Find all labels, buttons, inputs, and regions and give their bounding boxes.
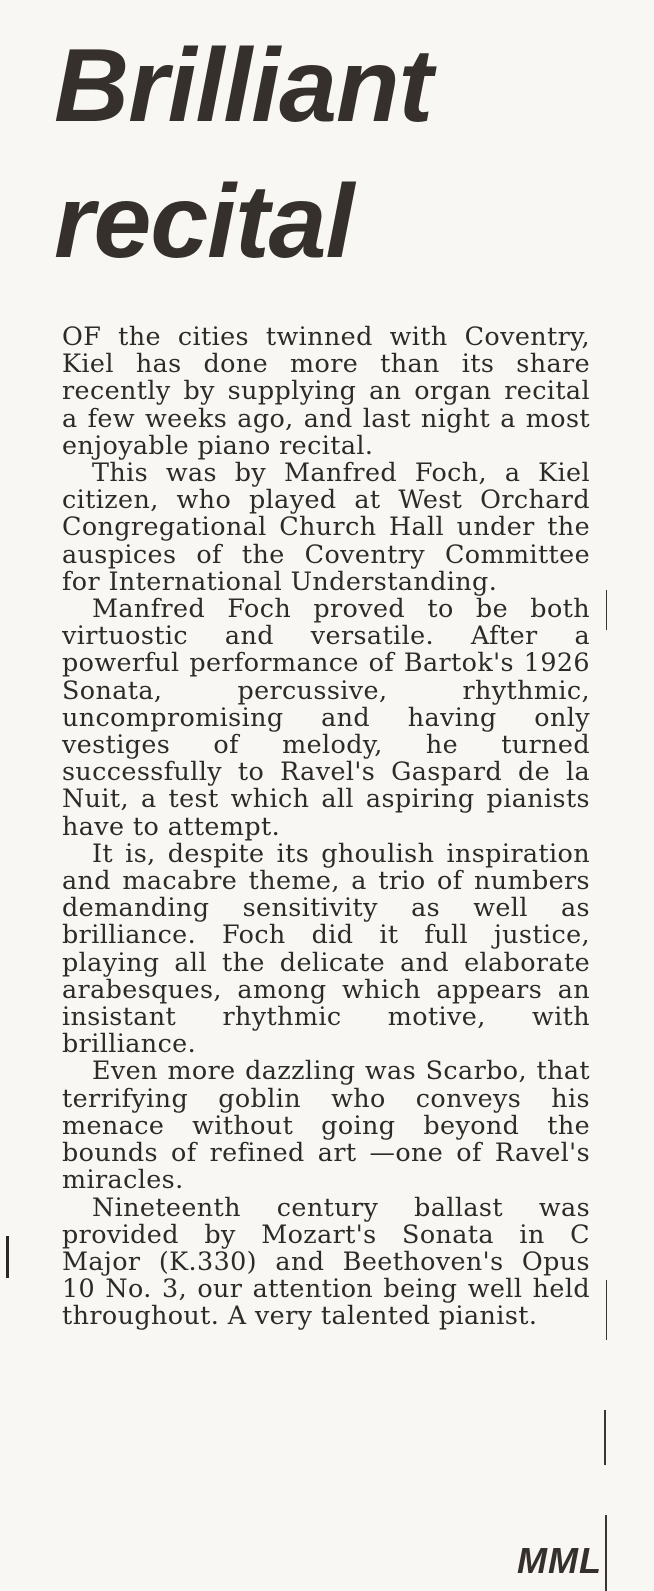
paragraph-2: This was by Manfred Foch, a Kiel citizen, who played at West Orchard Congregational Church Hall under the auspices of the Coventry Committee for International Understanding. [62, 457, 590, 596]
paragraph-1: OF the cities twinned with Coventry, Kiel has done more than its share recently by supplying an organ recital a few weeks ago, and last night a most enjoyable piano recital. [62, 321, 590, 460]
paragraph-3: Manfred Foch proved to be both virtuostic and versatile. After a powerful performance of Bartok's 1926 Sonata, percussive, rhythmic, uncompromising and having only vestiges of melody, he turned successfully to Ravel's Gaspard de la Nuit, a test which all aspiring pianists have to attempt. [62, 593, 590, 841]
paragraph-6: Nineteenth century ballast was provided by Mozart's Sonata in C Major (K.330) and Beethoven's Opus 10 No. 3, our attention being well held throughout. A very talented pianist. [62, 1191, 590, 1331]
paragraph-5: Even more dazzling was Scarbo, that terrifying goblin who conveys his menace without going beyond the bounds of refined art —one of Ravel's miracles. [62, 1055, 590, 1195]
edge-mark [6, 1236, 9, 1278]
column-rule [606, 1280, 607, 1340]
headline-line-1: Brilliant [54, 28, 433, 144]
headline [54, 18, 432, 290]
paragraph-4: It is, despite its ghoulish inspiration and macabre theme, a trio of numbers demanding sensitivity as well as brilliance. Foch did it full justice, playing all the delicate and elaborate arabesques, among which appears an insistant rhythmic motive, with brilliance. [62, 837, 590, 1059]
article-body [62, 323, 590, 1330]
headline-line-2: recital [54, 164, 354, 280]
column-rule [606, 590, 607, 630]
author-initials: MML [517, 1540, 602, 1581]
column-rule [605, 1515, 607, 1591]
column-rule [604, 1410, 606, 1465]
